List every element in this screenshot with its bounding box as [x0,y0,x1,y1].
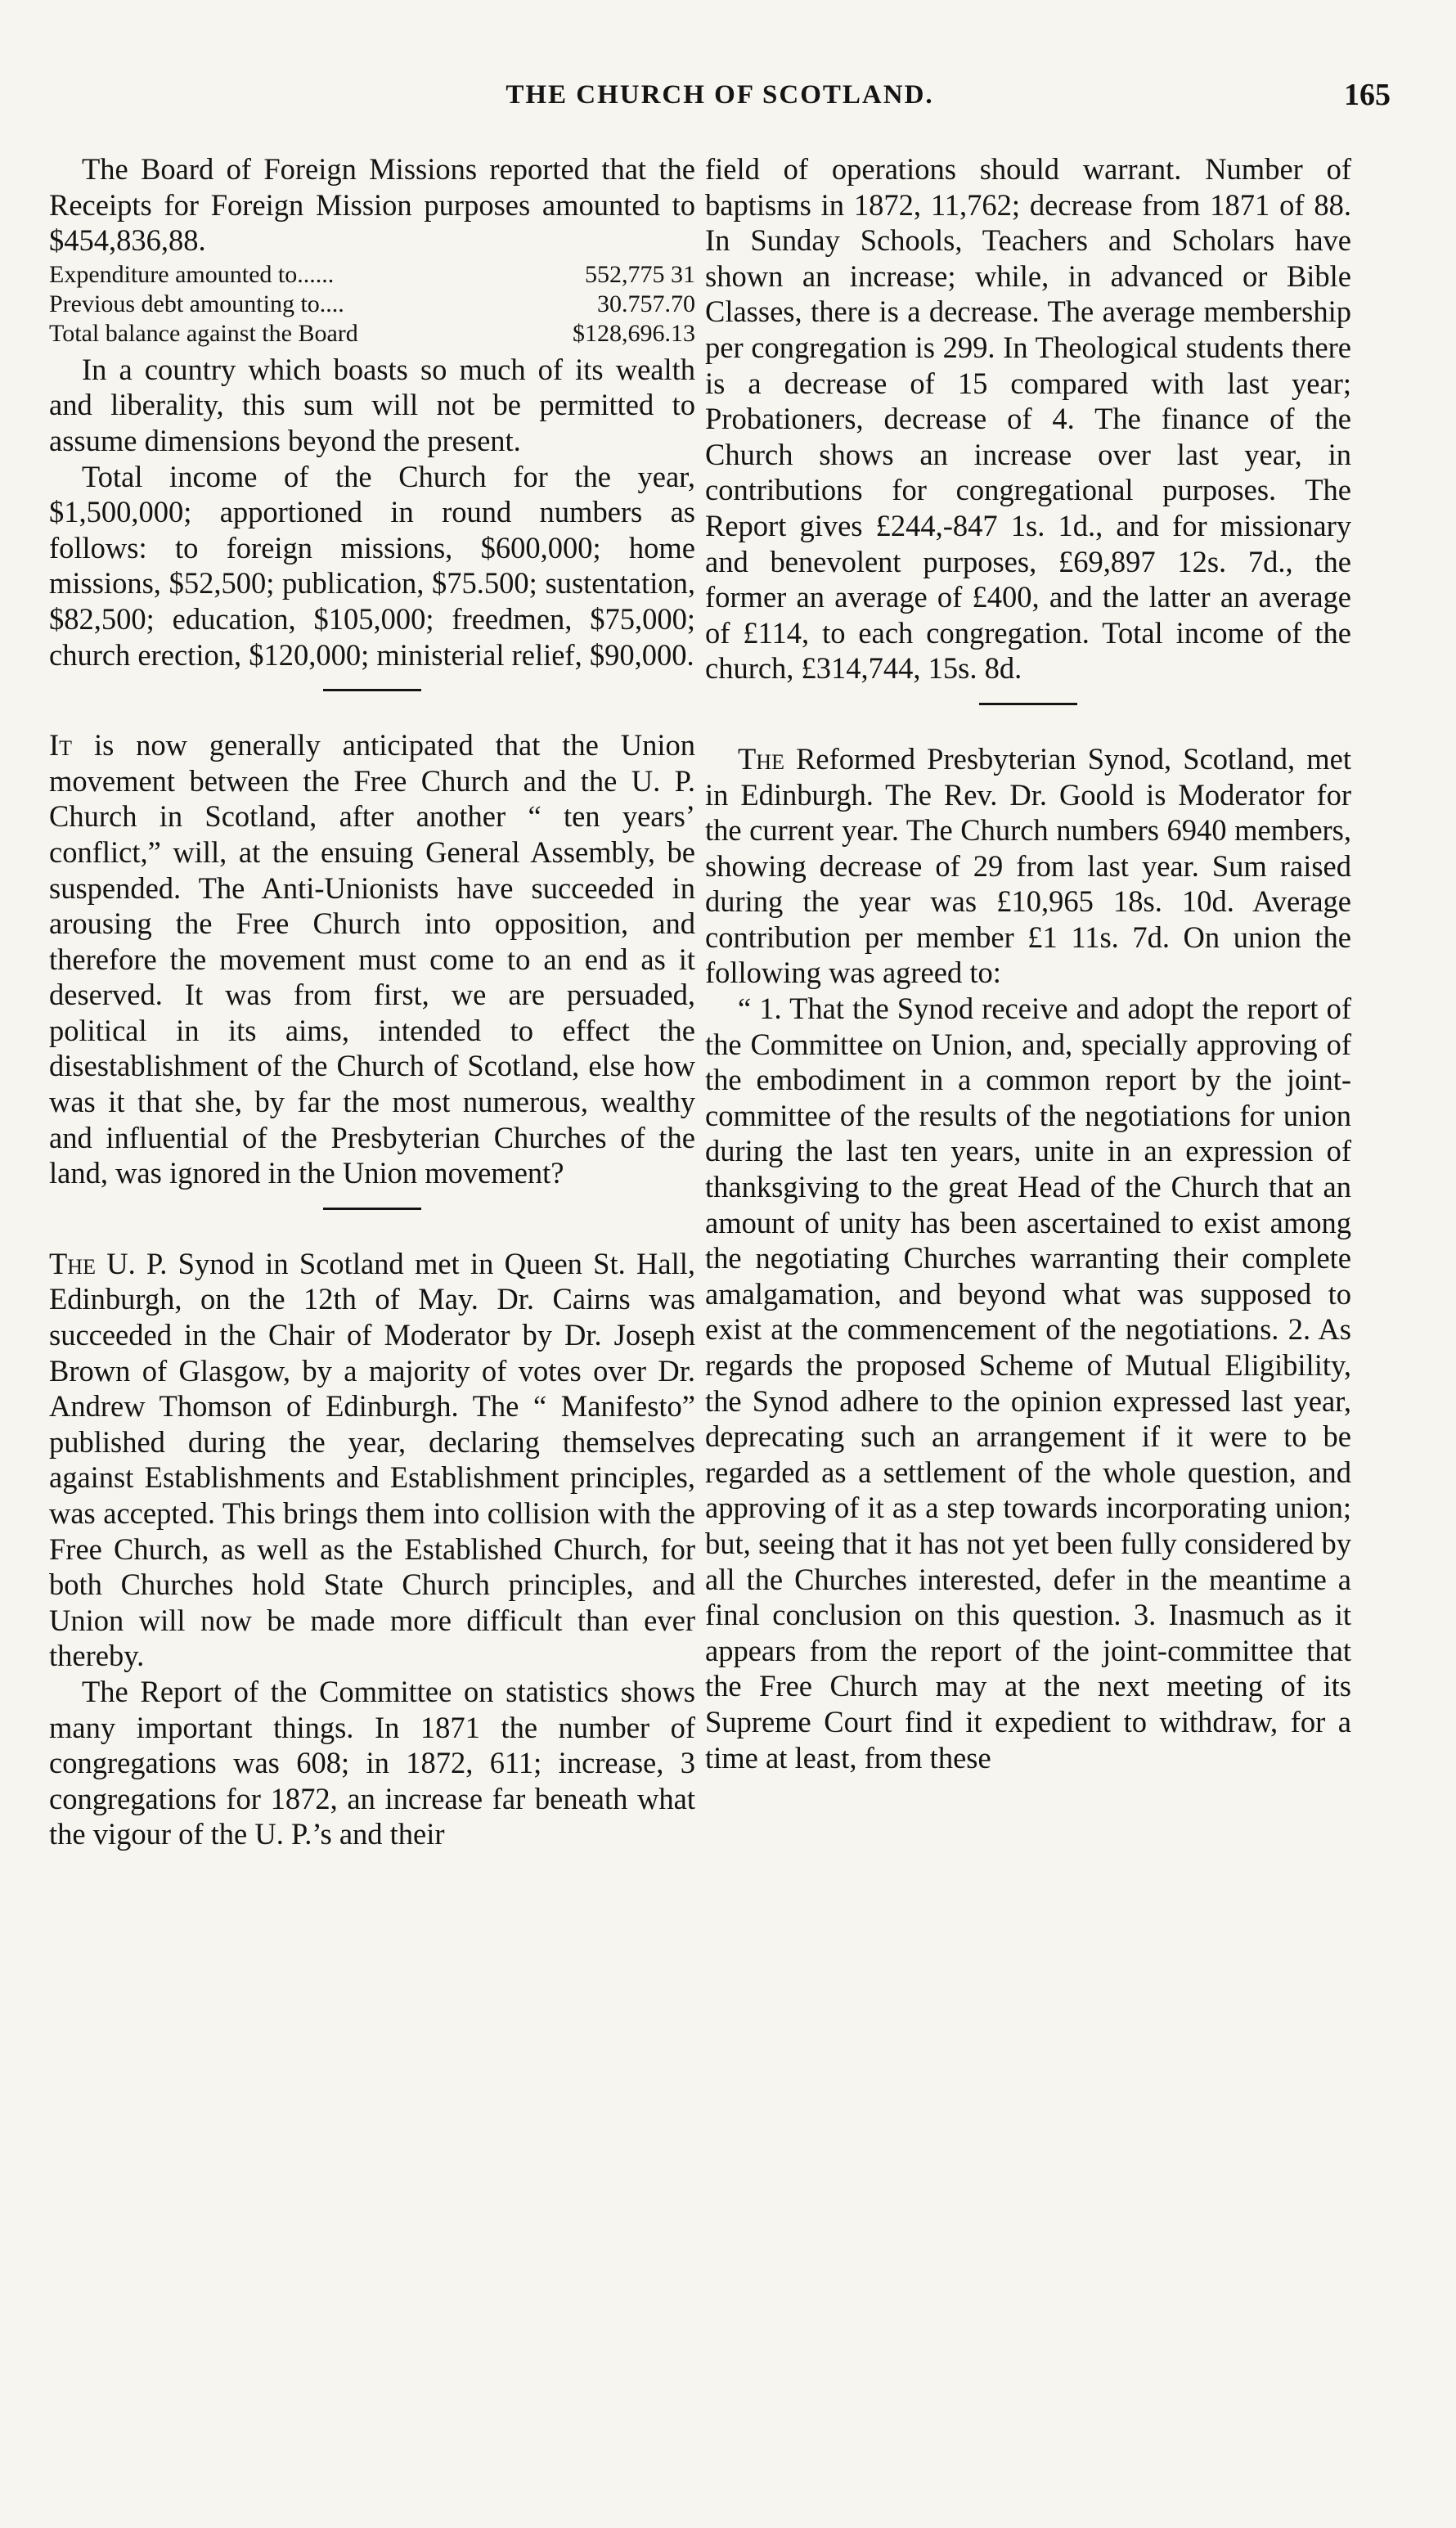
union-lead-word: It [49,728,73,762]
board-report-paragraph: The Board of Foreign Missions reported that the Receipts for Foreign Mission purposes amounted to $454,836,88. [49,152,695,258]
account-label: Previous debt amounting to.... [49,290,344,317]
synod-paragraph-text: U. P. Synod in Scotland met in Queen St. Hall, Edinburgh, on the 12th of May. Dr. Cairns was succeeded in the Chair of Moderator by Dr. Joseph Brown of Glasgow, by a majority of votes over Dr. Andrew Thomson of Edinburgh. The “ Manifesto” published during the year, declaring themselves against Establishments and Establishment principles, was accepted. This brings them into collision with the Free Church, as well as the Established Church, for both Churches hold State Church principles, and Union will now be made more difficult than ever thereby. [49,1246,695,1673]
reformed-synod-paragraph [705,741,1351,991]
section-divider [323,1208,421,1210]
account-label: Expenditure amounted to...... [49,260,335,288]
table-row [49,290,695,319]
resolution-paragraph: “ 1. That the Synod receive and adopt the report of the Committee on Union, and, specially approving of the embodiment in a common report by the joint-committee of the results of the negotiations for union during the last ten years, unite in an expression of thanksgiving to the great Head of the Church that an amount of unity has been ascertained to exist among the negotiating Churches warranting their complete amalgamation, and beyond what was supposed to exist at the commencement of the negotiations. 2. As regards the proposed Scheme of Mutual Eligibility, the Synod adhere to the opinion expressed last year, deprecating such an arrangement if it were to be regarded as a settlement of the whole question, and approving of it as a step towards incorporating union; but, seeing that it has not yet been fully considered by all the Churches interested, defer in the meantime a final conclusion on this question. 3. Inasmuch as it appears from the report of the joint-committee that the Free Church may at the next meeting of its Supreme Court find it expedient to withdraw, for a time at least, from these [705,992,1351,1775]
country-paragraph: In a country which boasts so much of its wealth and liberality, this sum will not be permitted to assume dimensions beyond the present. [49,352,695,457]
account-amount: 30.757.70 [597,290,695,317]
table-row [49,319,695,349]
accounts-table [49,260,695,349]
income-paragraph: Total income of the Church for the year, $1,500,000; apportioned in round numbers as follows: to foreign missions, $600,000; home missions, $52,500; publication, $75.500; sustentation, $82,500; education, $105,000; freedmen, $75,000; church erection, $120,000; ministerial relief, $90,000. [49,459,695,672]
union-paragraph-text: is now generally anticipated that the Union movement between the Free Church and the U. P. Church in Scotland, after another “ ten years’ conflict,” will, at the ensuing General Assembly, be suspended. The Anti-Unionists have succeeded in arousing the Free Church into opposition, and therefore the movement must come to an end as it deserved. It was from first, we are persuaded, political in its aims, intended to effect the disestablishment of the Church of Scotland, else how was it that she, by far the most numerous, wealthy and influential of the Presbyterian Churches of the land, was ignored in the Union movement? [49,728,695,1190]
table-row [49,260,695,290]
page-number: 165 [1344,78,1391,112]
account-amount: 552,775 31 [585,260,695,288]
union-paragraph [49,727,695,1191]
continuation-paragraph: field of operations should warrant. Number of baptisms in 1872, 11,762; decrease from 1871 of 88. In Sunday Schools, Teachers and Scholars have shown an increase; while, in advanced or Bible Classes, there is a decrease. The average membership per congregation is 299. In Theological students there is a decrease of 15 compared with last year; Probationers, decrease of 4. The finance of the Church shows an increase over last year, in contributions for congregational purposes. The Report gives £244,-847 1s. 1d., and for missionary and benevolent purposes, £69,897 12s. 7d., the former an average of £400, and the latter an average of £114, to each congregation. Total income of the church, £314,744, 15s. 8d. [705,152,1351,686]
section-divider [323,689,421,691]
account-label: Total balance against the Board [49,319,358,347]
reformed-paragraph-text: Reformed Presbyterian Synod, Scotland, met in Edinburgh. The Rev. Dr. Goold is Moderator for the current year. The Church numbers 6940 members, showing decrease of 29 from last year. Sum raised during the year was £10,965 18s. 10d. Average contribution per member £1 11s. 7d. On union the following was agreed to: [705,741,1351,990]
running-head [49,80,1391,129]
statistics-paragraph: The Report of the Committee on statistics shows many important things. In 1871 the number of congregations was 608; in 1872, 611; increase, 3 congregations for 1872, an increase far beneath what the vigour of the U. P.’s and their [49,1674,695,1851]
reformed-lead-word: The [738,741,784,776]
running-title: THE CHURCH OF SCOTLAND. [506,80,934,110]
left-column [49,151,695,1852]
right-column [705,151,1351,1775]
account-amount: $128,696.13 [573,319,695,347]
synod-paragraph [49,1246,695,1674]
section-divider [979,703,1077,705]
synod-lead-word: The [49,1246,96,1280]
